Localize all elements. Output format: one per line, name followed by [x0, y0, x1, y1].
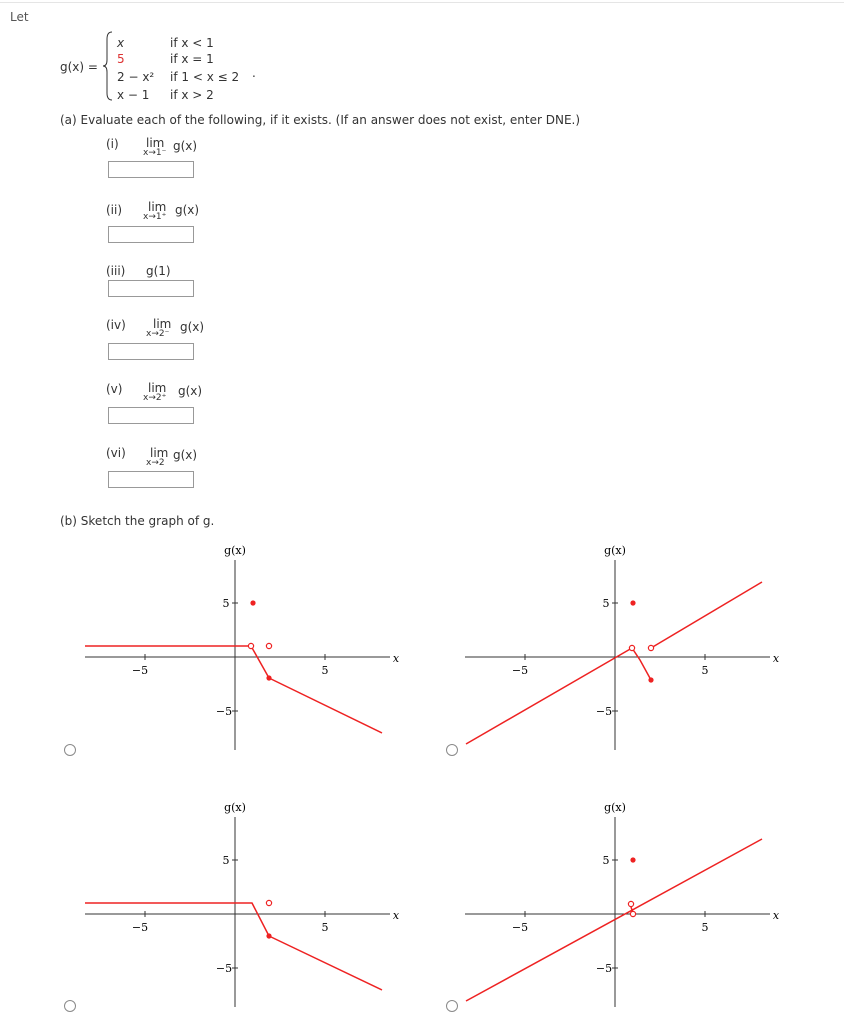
answer-input-vi[interactable] — [108, 471, 194, 488]
item-ii-label: (ii) — [106, 203, 123, 217]
item-vi-fn: g(x) — [173, 448, 198, 462]
item-ii-fn: g(x) — [175, 203, 200, 217]
item-iii-label: (iii) — [106, 264, 126, 278]
point-open — [648, 645, 653, 650]
item-vi-lim: lim — [150, 446, 169, 460]
item-iv-sub: x→2⁻ — [146, 329, 170, 339]
curve-right-segment — [651, 582, 762, 648]
point-open — [629, 645, 634, 650]
function-name: g(x) = — [60, 60, 98, 74]
case-3-cond: if 1 < x ≤ 2 — [170, 70, 240, 84]
curve-middle-segment — [632, 648, 651, 680]
item-v-lim: lim — [148, 381, 167, 395]
intro-text: Let — [10, 10, 29, 24]
answer-input-iv[interactable] — [108, 343, 194, 360]
graph-option-c — [80, 795, 400, 1013]
item-i-fn: g(x) — [173, 139, 198, 153]
top-divider — [0, 2, 844, 3]
x-tick-pos: 5 — [701, 921, 709, 934]
radio-option-d[interactable] — [446, 1000, 458, 1012]
x-tick-neg: −5 — [511, 921, 529, 934]
left-brace — [103, 31, 113, 101]
answer-input-ii[interactable] — [108, 226, 194, 243]
curve-left-segment — [85, 903, 269, 936]
part-a-instruction: (a) Evaluate each of the following, if it exists. (If an answer does not exist, enter DNE.) — [60, 113, 581, 127]
y-axis-label: g(x) — [224, 544, 246, 557]
case-3-expr: 2 − x² — [117, 70, 155, 84]
axes — [85, 560, 390, 750]
x-tick-neg: −5 — [131, 664, 149, 677]
point-open — [630, 911, 635, 916]
case-1-cond: if x < 1 — [170, 36, 214, 50]
x-axis-label: x — [772, 909, 780, 922]
point-open — [628, 901, 633, 906]
graph-option-d — [460, 795, 780, 1013]
point-closed — [250, 600, 255, 605]
curve-left-segment — [466, 648, 632, 744]
point-closed — [630, 600, 635, 605]
point-closed — [266, 933, 271, 938]
y-tick-pos: 5 — [222, 597, 230, 610]
item-i-label: (i) — [106, 137, 119, 151]
item-iii-fn: g(1) — [146, 264, 171, 278]
answer-input-i[interactable] — [108, 161, 194, 178]
x-axis-label: x — [392, 909, 400, 922]
case-4-cond: if x > 2 — [170, 88, 214, 102]
point-open — [266, 643, 271, 648]
x-tick-neg: −5 — [511, 664, 529, 677]
case-1-expr: x — [117, 36, 125, 50]
graph-option-a — [80, 538, 400, 756]
graph-option-b — [460, 538, 780, 756]
case-2-cond: if x = 1 — [170, 52, 214, 66]
x-axis-label: x — [392, 652, 400, 665]
x-axis-label: x — [772, 652, 780, 665]
y-tick-neg: −5 — [215, 705, 233, 718]
y-tick-pos: 5 — [602, 597, 610, 610]
point-closed — [648, 677, 653, 682]
item-i-lim: lim — [146, 136, 165, 150]
item-v-sub: x→2⁺ — [143, 393, 167, 403]
item-ii-sub: x→1⁺ — [143, 212, 167, 222]
case-2-expr: 5 — [117, 52, 125, 66]
point-open — [248, 643, 253, 648]
item-iv-label: (iv) — [106, 318, 126, 332]
y-axis-label: g(x) — [604, 801, 626, 814]
item-v-label: (v) — [106, 382, 123, 396]
y-tick-pos: 5 — [222, 854, 230, 867]
curve-left-segment — [85, 646, 269, 678]
item-iv-fn: g(x) — [180, 320, 205, 334]
point-closed — [266, 675, 271, 680]
y-tick-neg: −5 — [595, 705, 613, 718]
y-axis-label: g(x) — [224, 801, 246, 814]
radio-option-c[interactable] — [64, 1000, 76, 1012]
radio-option-b[interactable] — [446, 744, 458, 756]
y-tick-neg: −5 — [215, 962, 233, 975]
x-tick-pos: 5 — [321, 664, 329, 677]
answer-input-v[interactable] — [108, 407, 194, 424]
item-iv-lim: lim — [153, 317, 172, 331]
x-tick-pos: 5 — [321, 921, 329, 934]
point-closed — [630, 857, 635, 862]
definition-period: . — [252, 66, 256, 80]
x-tick-pos: 5 — [701, 664, 709, 677]
item-v-fn: g(x) — [178, 384, 203, 398]
item-ii-lim: lim — [148, 200, 167, 214]
answer-input-iii[interactable] — [108, 280, 194, 297]
part-b-instruction: (b) Sketch the graph of g. — [60, 514, 215, 528]
item-i-sub: x→1⁻ — [143, 148, 167, 158]
item-vi-sub: x→2 — [146, 458, 165, 468]
item-vi-label: (vi) — [106, 446, 126, 460]
y-tick-neg: −5 — [595, 962, 613, 975]
curve-right-segment — [269, 678, 382, 733]
case-4-expr: x − 1 — [117, 88, 150, 102]
point-open — [266, 900, 271, 905]
radio-option-a[interactable] — [64, 744, 76, 756]
curve-right-segment — [269, 936, 382, 990]
curve-line — [466, 839, 762, 1001]
y-tick-pos: 5 — [602, 854, 610, 867]
y-axis-label: g(x) — [604, 544, 626, 557]
x-tick-neg: −5 — [131, 921, 149, 934]
